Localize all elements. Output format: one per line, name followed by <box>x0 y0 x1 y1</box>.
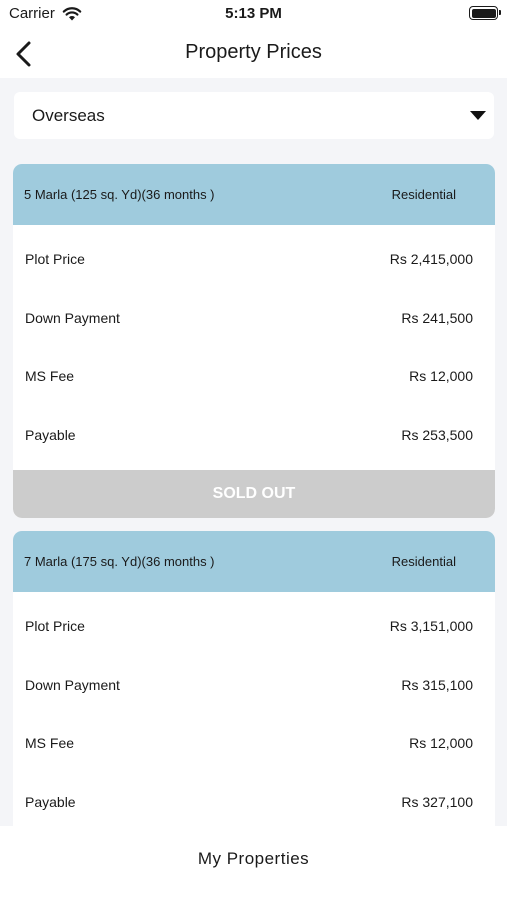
price-row <box>13 592 495 651</box>
row-label: Plot Price <box>25 618 85 634</box>
row-value: Rs 327,100 <box>401 793 473 810</box>
row-label: Down Payment <box>25 676 120 693</box>
card-title: 7 Marla (175 sq. Yd)(36 months ) <box>24 554 215 569</box>
row-value: Rs 12,000 <box>409 368 473 384</box>
card-header <box>13 164 495 225</box>
row-label: MS Fee <box>25 368 75 384</box>
price-card <box>13 164 495 518</box>
row-value: Rs 241,500 <box>401 309 473 326</box>
price-row <box>13 401 495 460</box>
my-properties-button[interactable]: My Properties <box>197 849 310 868</box>
price-card <box>13 531 495 831</box>
row-label: MS Fee <box>25 735 75 751</box>
page-title: Property Prices <box>185 41 322 63</box>
caret-down-icon <box>470 111 486 120</box>
price-row <box>13 284 495 343</box>
row-value: Rs 3,151,000 <box>389 618 473 634</box>
card-type: Residential <box>391 187 456 202</box>
bottom-bar <box>0 826 507 900</box>
price-row <box>13 225 495 284</box>
price-row <box>13 342 495 401</box>
status-bar <box>0 0 507 30</box>
row-label: Plot Price <box>25 251 85 267</box>
battery-icon <box>469 6 498 20</box>
card-title: 5 Marla (125 sq. Yd)(36 months ) <box>24 187 215 202</box>
price-row <box>13 768 495 827</box>
location-dropdown[interactable] <box>14 92 494 139</box>
price-row <box>13 709 495 768</box>
card-header <box>13 531 495 592</box>
row-label: Down Payment <box>25 309 120 326</box>
row-value: Rs 253,500 <box>401 426 473 443</box>
card-type: Residential <box>391 554 456 569</box>
price-row <box>13 651 495 710</box>
row-value: Rs 2,415,000 <box>389 251 473 267</box>
row-label: Payable <box>25 793 76 810</box>
dropdown-selected-value: Overseas <box>32 106 105 125</box>
row-value: Rs 12,000 <box>409 735 473 751</box>
nav-bar <box>0 30 507 78</box>
sold-out-button[interactable]: SOLD OUT <box>13 470 495 518</box>
status-time: 5:13 PM <box>225 5 282 22</box>
row-label: Payable <box>25 426 76 443</box>
carrier-label: Carrier <box>9 5 55 22</box>
row-value: Rs 315,100 <box>401 676 473 693</box>
